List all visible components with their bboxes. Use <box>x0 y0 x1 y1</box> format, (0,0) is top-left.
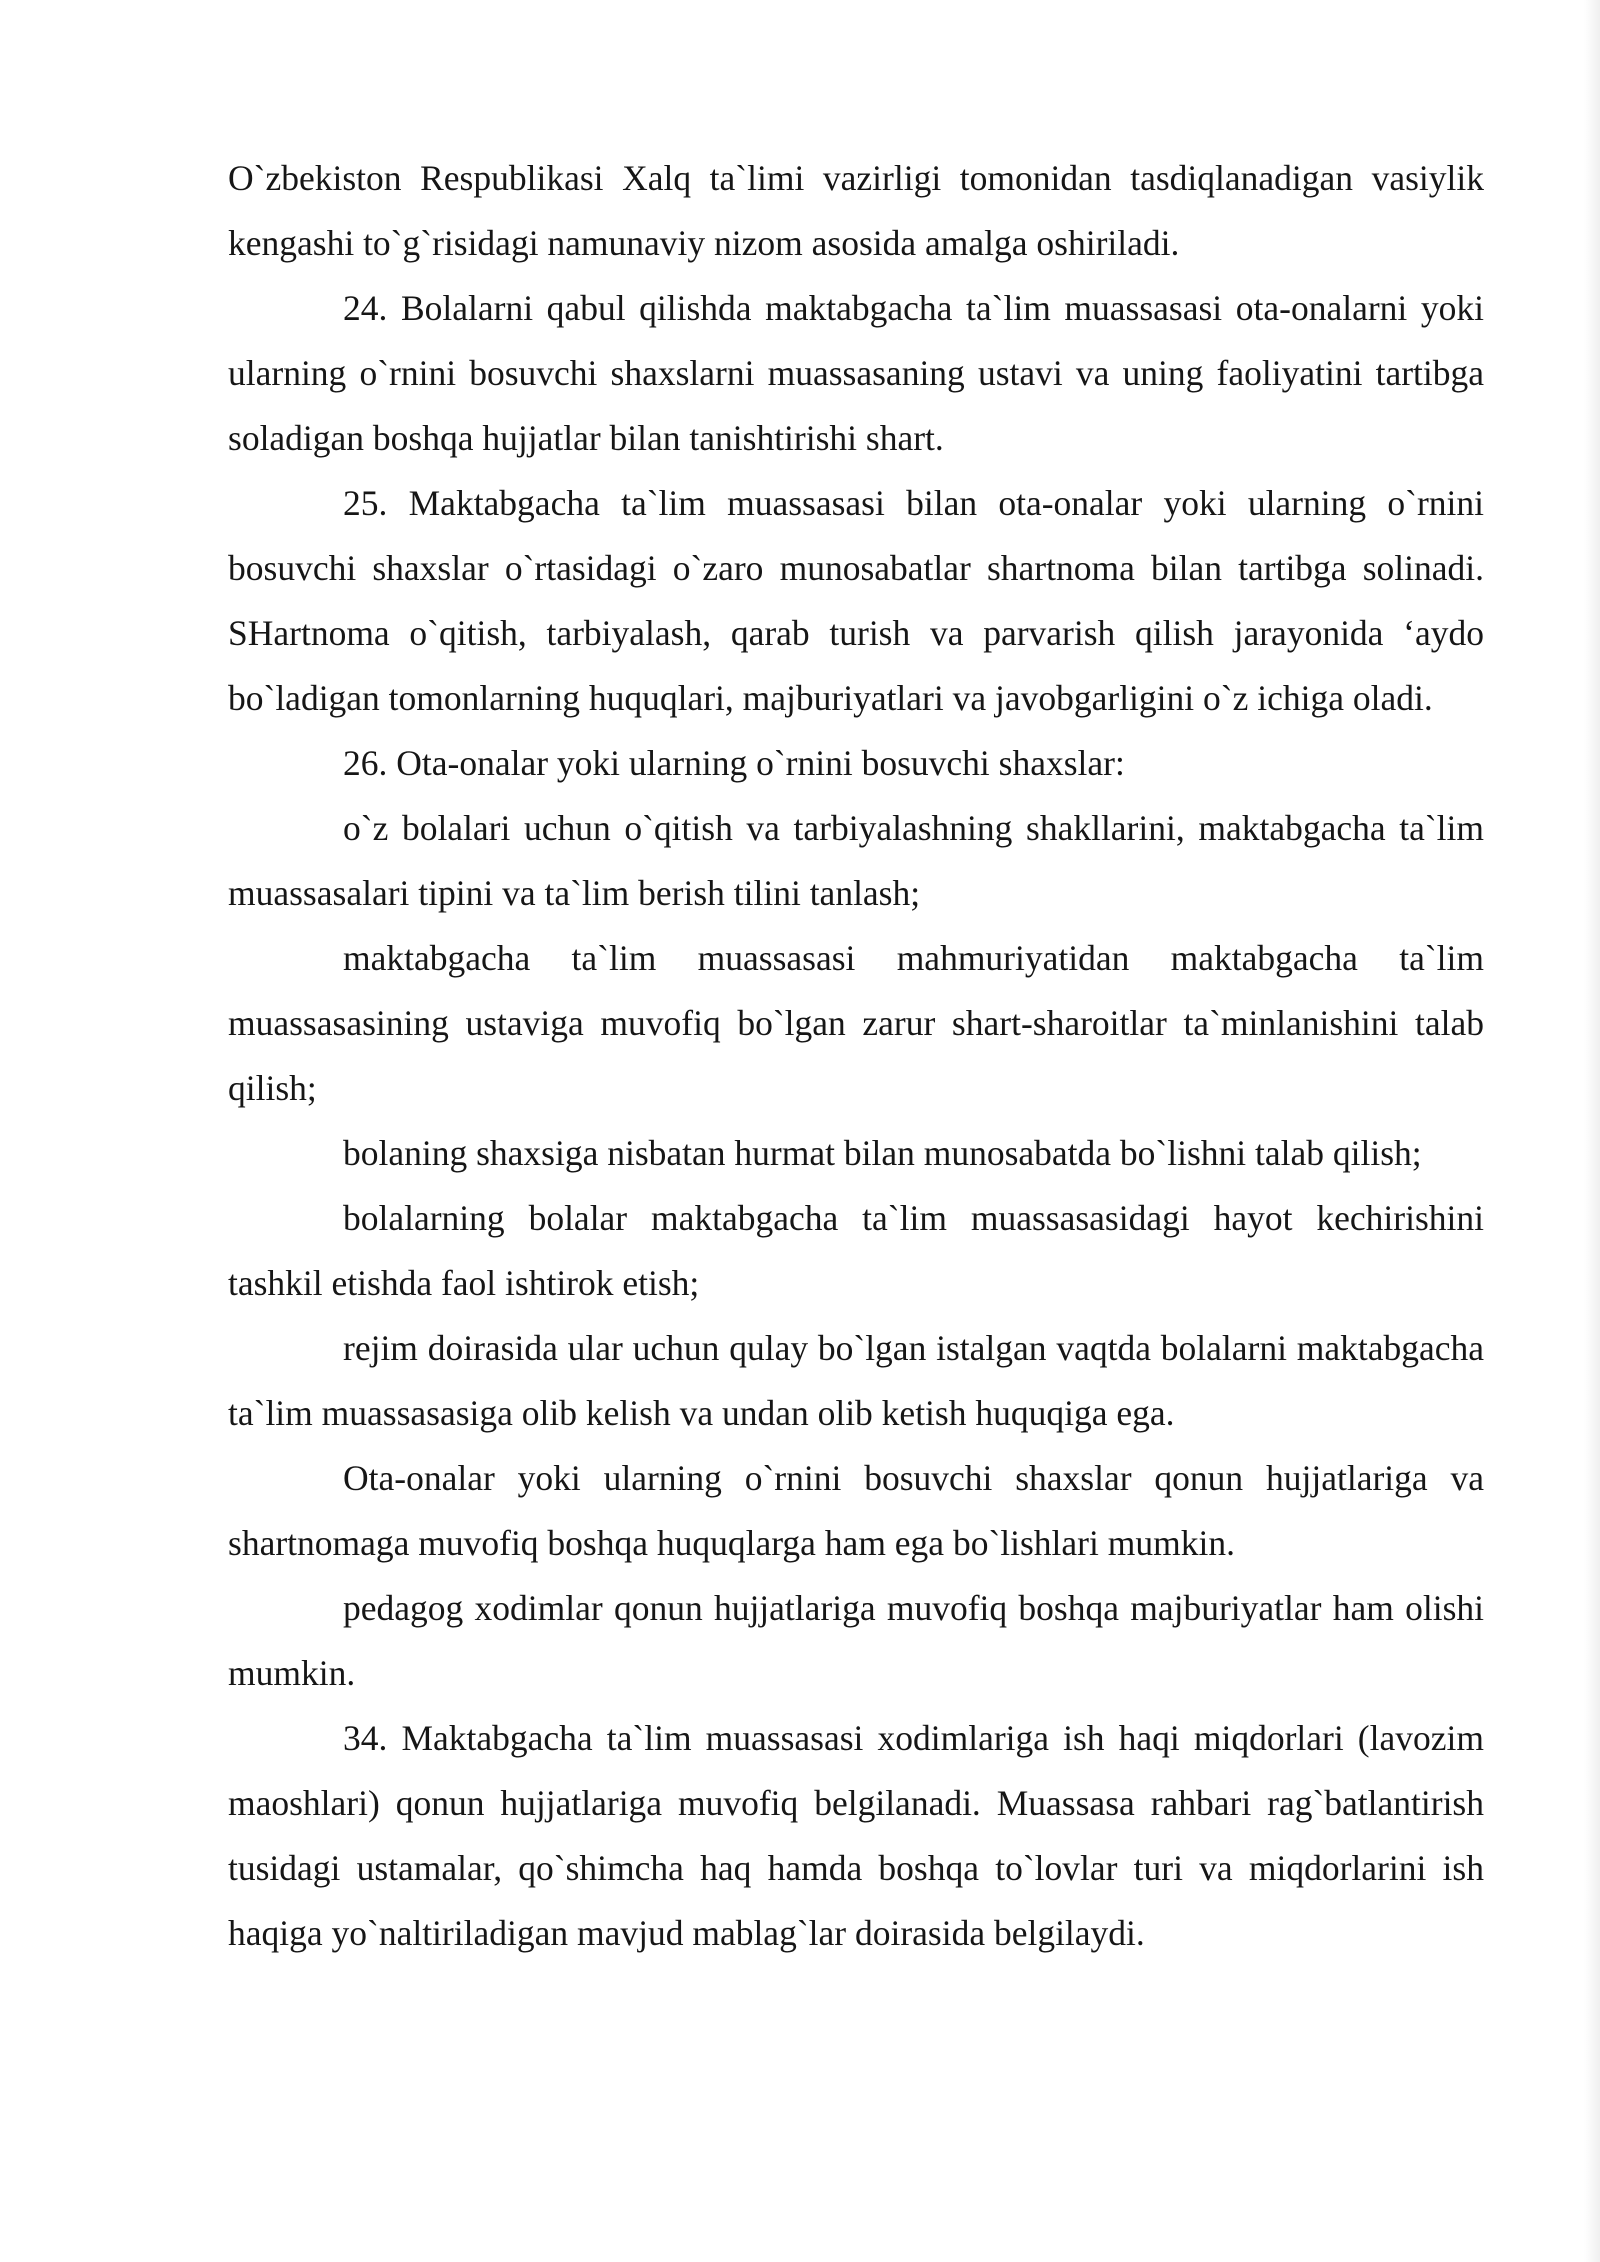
paragraph-item-26: 26. Ota-onalar yoki ularning o`rnini bosuvchi shaxslar: <box>343 743 1125 783</box>
paragraph-other-rights: Ota-onalar yoki ularning o`rnini bosuvchi shaxslar qonun hujjatlariga va shartnomaga muvofiq boshqa huquqlarga ham ega bo`lishlari mumkin. <box>228 1458 1484 1563</box>
paragraph-continuation: O`zbekiston Respublikasi Xalq ta`limi vazirligi tomonidan tasdiqlanadigan vasiylik kengashi to`g`risidagi namunaviy nizom asosida amalga oshiriladi. <box>228 158 1484 263</box>
paragraph-item-34: 34. Maktabgacha ta`lim muassasasi xodimlariga ish haqi miqdorlari (lavozim maoshlari) qonun hujjatlariga muvofiq belgilanadi. Muassasa rahbari rag`batlantirish tusidagi ustamalar, qo`shimcha haq hamda boshqa to`lovlar turi va miqdorlarini ish haqiga yo`naltiriladigan mavjud mablag`lar doirasida belgilaydi. <box>228 1718 1484 1953</box>
document-body <box>228 146 1484 1966</box>
paragraph-right-bring-take: rejim doirasida ular uchun qulay bo`lgan istalgan vaqtda bolalarni maktabgacha ta`lim muassasasiga olib kelish va undan olib ketish huquqiga ega. <box>228 1328 1484 1433</box>
paragraph-right-respect: bolaning shaxsiga nisbatan hurmat bilan munosabatda bo`lishni talab qilish; <box>343 1133 1422 1173</box>
paragraph-right-participate: bolalarning bolalar maktabgacha ta`lim muassasasidagi hayot kechirishini tashkil etishda faol ishtirok etish; <box>228 1198 1484 1303</box>
paragraph-item-25: 25. Maktabgacha ta`lim muassasasi bilan ota-onalar yoki ularning o`rnini bosuvchi shaxslar o`rtasidagi o`zaro munosabatlar shartnoma bilan tartibga solinadi. SHartnoma o`qitish, tarbiyalash, qarab turish va parvarish qilish jarayonida ‘aydo bo`ladigan tomonlarning huquqlari, majburiyatlari va javobgarligini o`z ichiga oladi. <box>228 483 1484 718</box>
paragraph-right-demand-conditions: maktabgacha ta`lim muassasasi mahmuriyatidan maktabgacha ta`lim muassasasining ustaviga muvofiq bo`lgan zarur shart-sharoitlar ta`minlanishini talab qilish; <box>228 938 1484 1108</box>
page-edge-shadow <box>1584 0 1600 2262</box>
paragraph-right-choose-form: o`z bolalari uchun o`qitish va tarbiyalashning shakllarini, maktabgacha ta`lim muassasalari tipini va ta`lim berish tilini tanlash; <box>228 808 1484 913</box>
paragraph-staff-obligations: pedagog xodimlar qonun hujjatlariga muvofiq boshqa majburiyatlar ham olishi mumkin. <box>228 1588 1484 1693</box>
paragraph-item-24: 24. Bolalarni qabul qilishda maktabgacha ta`lim muassasasi ota-onalarni yoki ularning o`rnini bosuvchi shaxslarni muassasaning ustavi va uning faoliyatini tartibga soladigan boshqa hujjatlar bilan tanishtirishi shart. <box>228 288 1484 458</box>
